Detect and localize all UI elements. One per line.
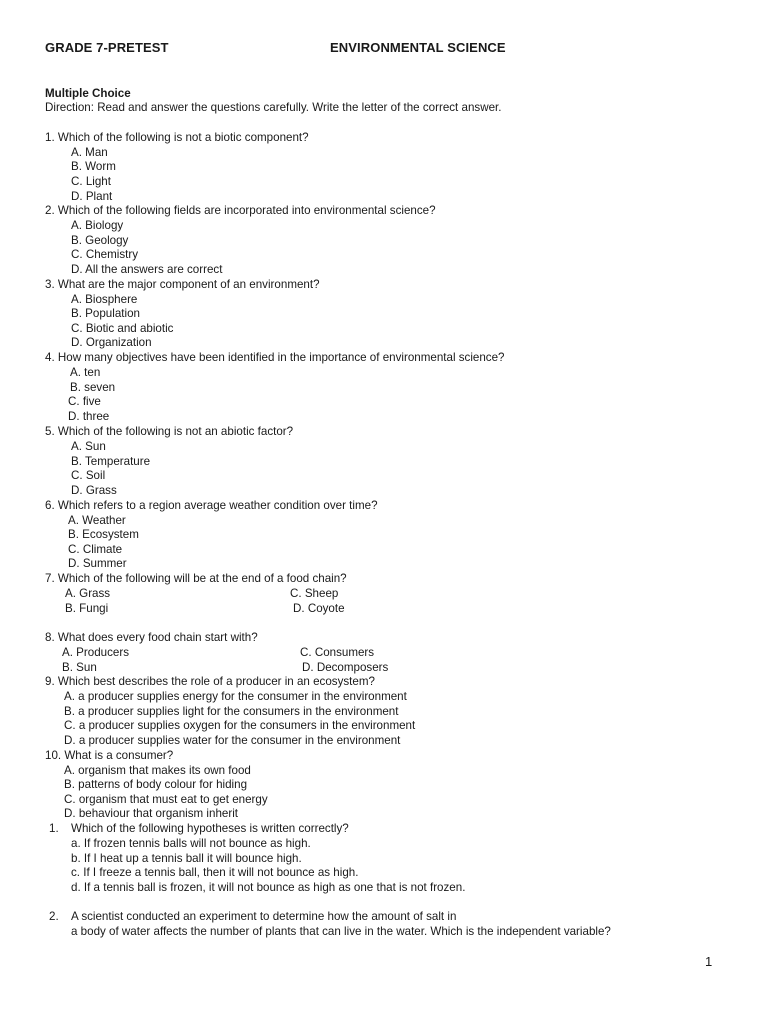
direction-text: Direction: Read and answer the questions carefully. Write the letter of the correct answer.: [45, 101, 502, 114]
choice: B. Temperature: [71, 455, 151, 468]
choice: B. Geology: [71, 234, 129, 247]
choice: B. Population: [71, 307, 140, 320]
header-subject: ENVIRONMENTAL SCIENCE: [330, 40, 506, 55]
question-5: 5. Which of the following is not an abiotic factor?: [45, 425, 294, 438]
choice: A. Weather: [68, 514, 126, 527]
question-2: 2. Which of the following fields are incorporated into environmental science?: [45, 204, 436, 217]
choice: b. If I heat up a tennis ball it will bounce high.: [71, 852, 302, 865]
part2-question-2-cont: a body of water affects the number of plants that can live in the water. Which is the independent variable?: [71, 925, 611, 938]
choice: A. Grass: [65, 587, 111, 600]
choice: A. organism that makes its own food: [64, 764, 251, 777]
question-10: 10. What is a consumer?: [45, 749, 174, 762]
choice: A. Biosphere: [71, 293, 138, 306]
choice: C. Sheep: [290, 587, 339, 600]
choice: a. If frozen tennis balls will not bounce as high.: [71, 837, 311, 850]
choice: A. a producer supplies energy for the consumer in the environment: [64, 690, 407, 703]
choice: C. Climate: [68, 543, 123, 556]
choice: A. Man: [71, 146, 108, 159]
choice: d. If a tennis ball is frozen, it will not bounce as high as one that is not frozen.: [71, 881, 466, 894]
choice: D. Organization: [71, 336, 152, 349]
choice: D. Summer: [68, 557, 127, 570]
part2-number-2: 2.: [49, 910, 59, 923]
header-grade: GRADE 7-PRETEST: [45, 40, 169, 55]
choice: D. Coyote: [293, 602, 345, 615]
choice: B. a producer supplies light for the consumers in the environment: [64, 705, 399, 718]
choice: C. a producer supplies oxygen for the consumers in the environment: [64, 719, 416, 732]
choice: A. ten: [70, 366, 101, 379]
choice: B. Sun: [62, 661, 97, 674]
choice: B. Ecosystem: [68, 528, 139, 541]
question-4: 4. How many objectives have been identified in the importance of environmental science?: [45, 351, 505, 364]
choice: B. Fungi: [65, 602, 109, 615]
question-9: 9. Which best describes the role of a producer in an ecosystem?: [45, 675, 375, 688]
choice: A. Sun: [71, 440, 106, 453]
question-1: 1. Which of the following is not a biotic component?: [45, 131, 309, 144]
page-number: 1: [705, 954, 713, 969]
choice: C. Chemistry: [71, 248, 138, 261]
question-8: 8. What does every food chain start with?: [45, 631, 258, 644]
choice: C. Biotic and abiotic: [71, 322, 174, 335]
section-title: Multiple Choice: [45, 87, 131, 100]
choice: A. Producers: [62, 646, 130, 659]
part2-question-1: Which of the following hypotheses is written correctly?: [71, 822, 349, 835]
choice: C. Light: [71, 175, 111, 188]
choice: C. Soil: [71, 469, 106, 482]
question-6: 6. Which refers to a region average weather condition over time?: [45, 499, 378, 512]
choice: D. All the answers are correct: [71, 263, 223, 276]
choice: D. Decomposers: [302, 661, 389, 674]
part2-question-2: A scientist conducted an experiment to determine how the amount of salt in: [71, 910, 457, 923]
choice: D. Plant: [71, 190, 113, 203]
choice: B. Worm: [71, 160, 116, 173]
choice: A. Biology: [71, 219, 124, 232]
choice: B. seven: [70, 381, 116, 394]
choice: D. Grass: [71, 484, 117, 497]
choice: B. patterns of body colour for hiding: [64, 778, 248, 791]
choice: C. five: [68, 395, 101, 408]
choice: C. organism that must eat to get energy: [64, 793, 268, 806]
choice: D. a producer supplies water for the consumer in the environment: [64, 734, 401, 747]
question-7: 7. Which of the following will be at the end of a food chain?: [45, 572, 347, 585]
question-3: 3. What are the major component of an environment?: [45, 278, 320, 291]
choice: D. behaviour that organism inherit: [64, 807, 238, 820]
choice: D. three: [68, 410, 110, 423]
part2-number-1: 1.: [49, 822, 59, 835]
choice: C. Consumers: [300, 646, 375, 659]
choice: c. If I freeze a tennis ball, then it will not bounce as high.: [71, 866, 359, 879]
